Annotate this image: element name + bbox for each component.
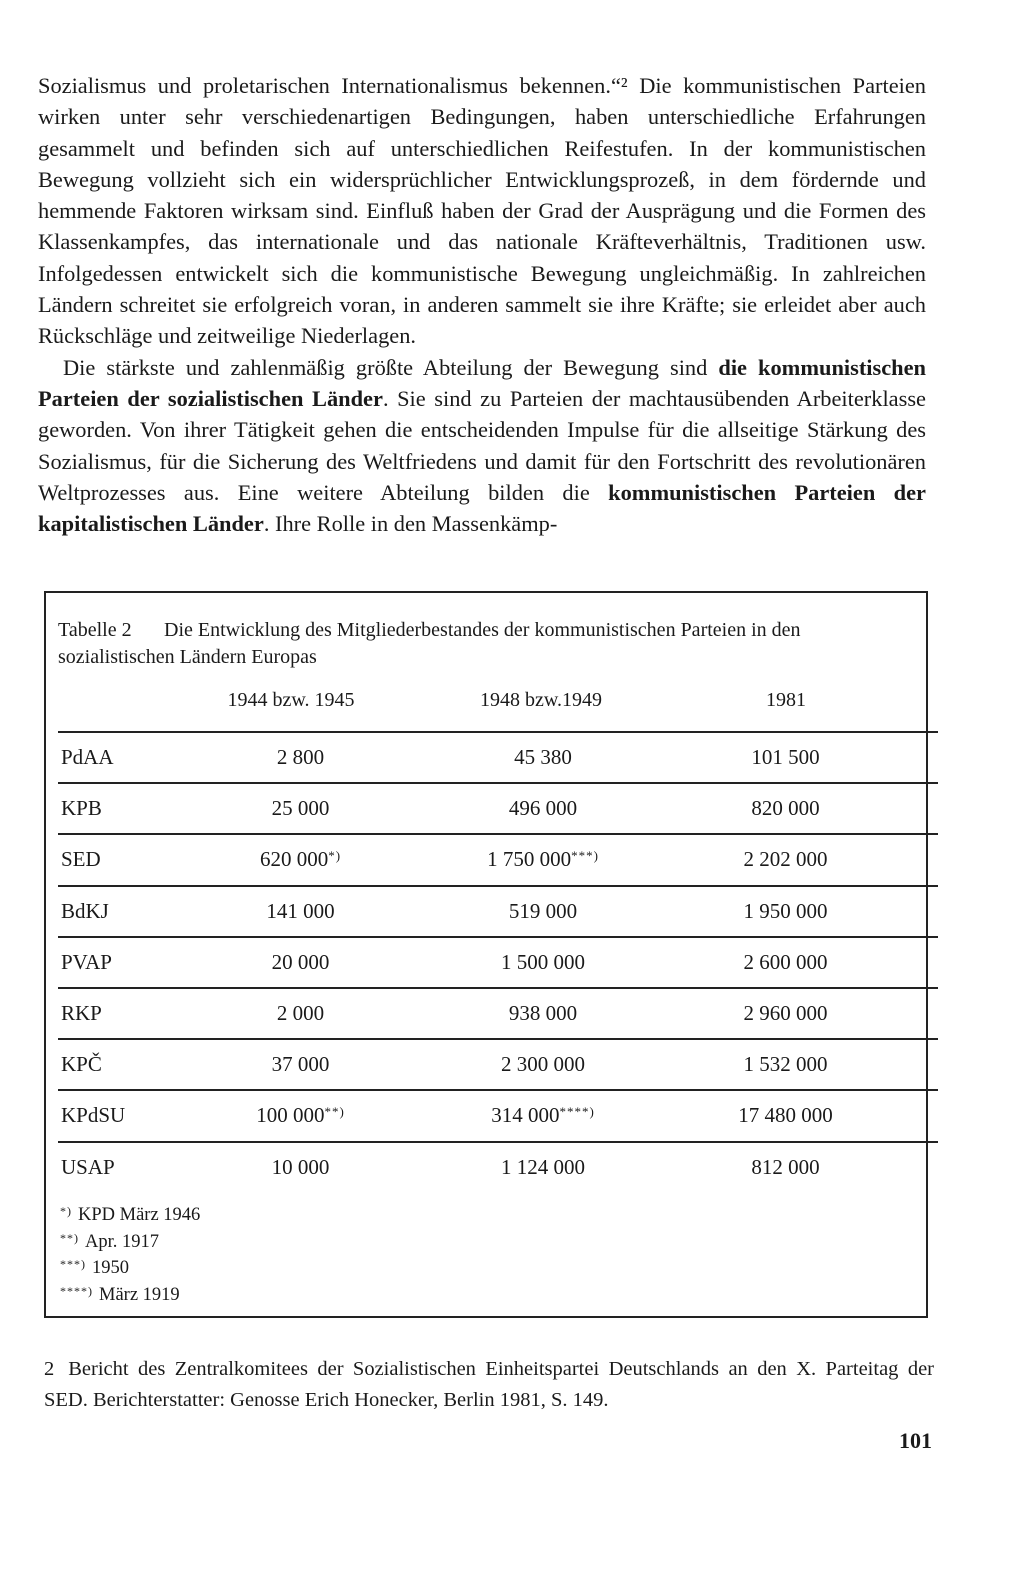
table-caption-text: Die Entwicklung des Mitgliederbestandes der kommunistischen Parteien in den sozialistischen Ländern Europas <box>58 619 801 668</box>
party-name: BdKJ <box>61 898 109 923</box>
members-1944: 2 000 <box>276 1000 325 1025</box>
table-header-1981: 1981 <box>766 689 806 711</box>
paragraph-2-part-3: . Ihre Rolle in den Massenkämp- <box>263 511 558 537</box>
paragraph-2-part-2: . Sie sind zu Parteien der machtausübenden Arbeiterklasse geworden. Von ihrer Tätigkeit gehen die entscheidenden Impulse für die allseitige Stärkung des Sozialismus, für die Sicherung des Weltfriedens und damit für den Fortschritt des revolutionären Weltprozesses aus. Eine weitere Abteilung bilden die <box>38 385 926 505</box>
paragraph-2-bold-1: die kommunistischen Parteien der sozialistischen Länder <box>38 354 927 411</box>
members-1981: 820 000 <box>751 796 820 821</box>
party-name: RKP <box>61 1000 102 1025</box>
members-1948: 45 380 <box>514 745 572 769</box>
table-row <box>58 936 938 987</box>
members-1944: 620 000*) <box>259 847 342 872</box>
members-1948: 314 000****) <box>491 1103 595 1128</box>
members-1948: 519 000 <box>508 898 578 923</box>
members-1944: 25 000 <box>271 796 330 821</box>
table-row <box>58 782 938 833</box>
members-1948: 1 500 000 <box>501 949 585 974</box>
party-name: USAP <box>61 1154 115 1179</box>
members-1981: 1 532 000 <box>743 1052 828 1077</box>
members-1944: 20 000 <box>271 949 330 974</box>
members-1981: 1 950 000 <box>743 898 828 923</box>
table-footnotes <box>60 1200 200 1306</box>
membership-table <box>44 591 928 1318</box>
table-row <box>58 1141 938 1192</box>
paragraph-2-bold-2: kommunistischen Parteien der kapitalistischen Länder <box>38 479 926 537</box>
table-footnote: ***) 1950 <box>60 1257 129 1279</box>
members-1981: 17 480 000 <box>738 1103 833 1128</box>
members-1944: 141 000 <box>266 898 335 923</box>
members-1944: 100 000**) <box>256 1103 345 1128</box>
members-1981: 2 600 000 <box>743 949 828 974</box>
table-footnote: **) Apr. 1917 <box>60 1230 159 1252</box>
party-name: KPdSU <box>61 1103 126 1128</box>
table-caption-number: Tabelle 2 <box>58 619 132 641</box>
party-name: SED <box>61 847 101 872</box>
paragraph-1: Sozialismus und proletarischen Internationalismus bekennen.“² Die kommunistischen Parteien wirken unter sehr verschiedenartigen Bedingungen, haben unterschiedliche Erfahrungen gesammelt und befinden sich auf unterschiedlichen Reifestufen. In der kommunistischen Bewegung vollzieht sich ein widersprüchlicher Entwicklungsprozeß, in dem fördernde und hemmende Faktoren wirksam sind. Einfluß haben der Grad der Ausprägung und die Formen des Klassenkampfes, das internationale und das nationale Kräfteverhältnis, Traditionen usw. Infolgedessen entwickelt sich die kommunistische Bewegung ungleichmäßig. In zahlreichen Ländern schreitet sie erfolgreich voran, in anderen sammelt sie ihre Kräfte; sie erleidet aber auch Rückschläge und zeitweilige Niederlagen. <box>38 73 926 349</box>
table-row <box>58 1038 938 1089</box>
members-1948: 1 750 000***) <box>487 847 599 872</box>
members-1944: 37 000 <box>271 1052 330 1077</box>
footnote-number: 2 <box>44 1358 55 1380</box>
table-header-1944: 1944 bzw. 1945 <box>227 689 355 711</box>
table-body <box>58 731 938 1192</box>
table-header-1948: 1948 bzw.1949 <box>479 689 603 711</box>
members-1981: 101 500 <box>751 745 820 769</box>
members-1948: 2 300 000 <box>501 1052 585 1077</box>
table-footnote: ****) März 1919 <box>60 1283 180 1305</box>
table-header-row <box>46 689 926 725</box>
table-row <box>58 885 938 936</box>
members-1948: 496 000 <box>508 796 578 821</box>
members-1981: 2 960 000 <box>743 1000 828 1025</box>
members-1981: 2 202 000 <box>743 847 828 872</box>
table-footnote: *) KPD März 1946 <box>60 1204 201 1225</box>
table-row <box>58 1089 938 1140</box>
table-row <box>58 833 938 884</box>
table-row <box>58 987 938 1038</box>
members-1944: 2 800 <box>276 745 325 769</box>
members-1948: 1 124 000 <box>501 1154 585 1179</box>
body-text <box>38 70 926 539</box>
table-caption <box>58 617 908 671</box>
paragraph-2 <box>38 352 926 540</box>
members-1981: 812 000 <box>751 1154 820 1179</box>
party-name: KPČ <box>61 1052 102 1077</box>
party-name: KPB <box>61 796 102 821</box>
page-footnote <box>44 1354 934 1415</box>
footnote-text: Bericht des Zentralkomitees der Sozialistischen Einheitspartei Deutschlands an den X. Parteitag der SED. Berichterstatter: Genosse Erich Honecker, Berlin 1981, S. 149. <box>44 1358 934 1411</box>
paragraph-2-part-1: Die stärkste und zahlenmäßig größte Abteilung der Bewegung sind <box>63 354 719 380</box>
members-1948: 938 000 <box>508 1000 578 1025</box>
party-name: PdAA <box>61 745 114 769</box>
page-number: 101 <box>899 1428 932 1453</box>
table-row <box>58 731 938 782</box>
party-name: PVAP <box>61 949 112 974</box>
members-1944: 10 000 <box>271 1154 330 1179</box>
